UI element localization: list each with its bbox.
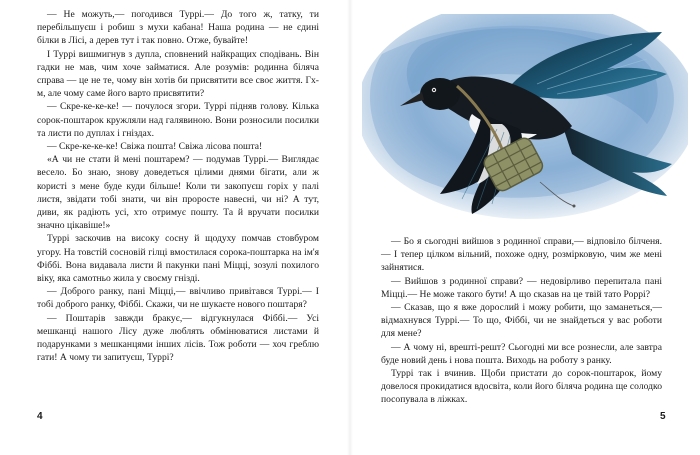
magpie-eye-pupil — [433, 89, 435, 91]
paragraph: — Скре-ке-ке-ке! — почулося згори. Туррі підняв голову. Кілька сорок-поштарок кружляли над галявиною. Вони розносили посилки та листи по дуплах і гніздах. — [37, 101, 319, 139]
paragraph: — Бо я сьогодні вийшов з родинної справи,— відповіло білченя.— І тепер цілком вільний, похоже одну, розмірковую, чим же мені зайнятися. — [381, 236, 662, 274]
mailbag-string-end — [573, 205, 576, 208]
paragraph: — Не можуть,— погодився Туррі.— До того ж, татку, ти перебільшуєш і робиш з мухи кабана! Наша родина — не єдині білки в Лісі, а дерев тут і так повно. Отже, бувайте! — [37, 9, 319, 47]
paragraph: Туррі так і вчинив. Щоби пристати до сорок-поштарок, йому довелося прокидатися вдосвіта, коли його біляча родина ще солодко посопувала в ліжках. — [381, 368, 662, 406]
paragraph: — Доброго ранку, пані Міцці,— ввічливо привітався Туррі.— І тобі доброго ранку, Фіббі. Скажи, чи не шукаєте нового поштаря? — [37, 286, 319, 311]
paragraph: — Вийшов з родинної справи? — недовірливо перепитала пані Міцці.— Не може такого бути! А що сказав на це твій тато Роррі? — [381, 275, 662, 300]
paragraph: І Туррі вишмигнув з дупла, сповнений найкращих сподівань. Він гадки не мав, чим хоче займатися. Але розумів: родинна білячa справа — це не те, чому він хотів би присвятити все своє життя. Гх-м, але чому саме його варто присвятити? — [37, 48, 319, 100]
paragraph: — Скре-ке-ке-ке! Свіжа пошта! Свіжа лісова пошта! — [47, 141, 263, 153]
paragraph: — Сказав, що я вже дорослий і можу робити, що заманеться,— відмахнувся Туррі.— То що, Фіббі, чи не знайдеться у вас роботи для мене? — [381, 302, 662, 340]
magpie-head — [420, 78, 460, 110]
left-page-text — [37, 8, 319, 364]
paragraph: — Поштарів завжди бракує,— відгукнулася Фіббі.— Усі мешканці нашого Лісу дуже люблять обмінюватися листами й подарунками з мешканцями інших лісів. Тож роботи — хоч греблю гати! А чому ти запитуєш, Туррі? — [37, 312, 319, 364]
paragraph: «А чи не стати й мені поштарем? — подумав Туррі.— Виглядає весело. Бо знаю, знову доведеться цілими днями бігати, али ж користі з мене буде куди більше! Коли ти закопуєш горіх у палі листя, звідати тобі знати, чи він проросте навесні, чи ні? А тут, диви, як радіють усі, хто отримує пошту. Та й вручати посилки значно цікавіше!» — [37, 154, 319, 232]
right-page-text — [381, 235, 662, 407]
paragraph: — А чому ні, врешті-решт? Сьогодні ми все рознесли, але завтра буде новий день і нова пошта. Виходь на роботу з ранку. — [381, 341, 662, 366]
page-number-left: 4 — [37, 411, 43, 422]
paragraph: Туррі заскочив на високу сосну й щодуху помчав стовбуром угору. На товстій сосновій гілці вмостилася сорока-поштарка на ім'я Фіббі. Вона видавала листи й пакунки пані Міцці, зозулі похилого віку, яка самотньо жила у своєму гнізді. — [37, 233, 319, 285]
right-page — [350, 0, 700, 455]
page-number-right: 5 — [660, 411, 666, 422]
magpie-with-mailbag-illustration — [362, 14, 688, 224]
